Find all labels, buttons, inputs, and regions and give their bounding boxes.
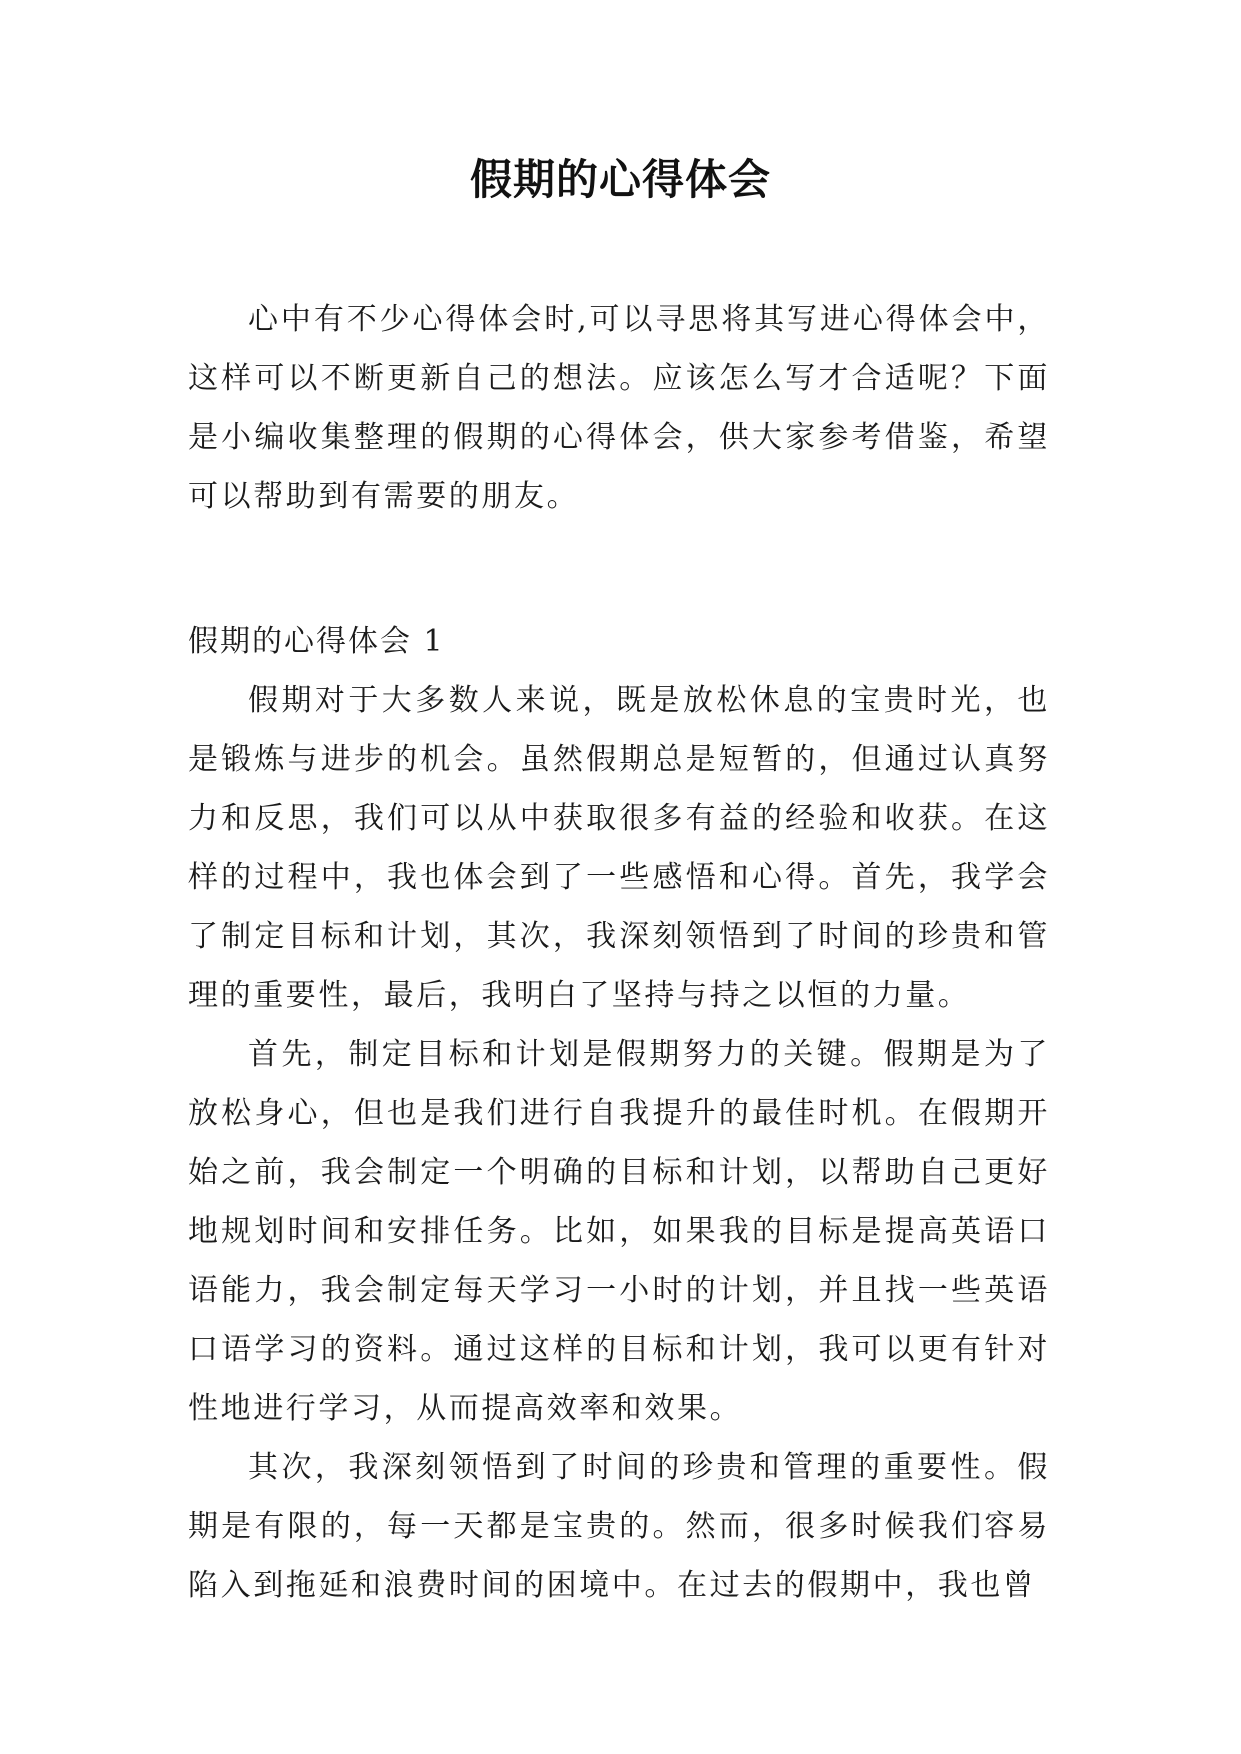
document-body (188, 290, 1050, 1615)
body-paragraph-3: 其次，我深刻领悟到了时间的珍贵和管理的重要性。假期是有限的，每一天都是宝贵的。然而，很多时候我们容易陷入到拖延和浪费时间的困境中。在过去的假期中，我也曾 (188, 1450, 1050, 1603)
document-title: 假期的心得体会 (469, 155, 771, 204)
section-spacer (188, 526, 1050, 612)
intro-paragraph: 心中有不少心得体会时,可以寻思将其写进心得体会中，这样可以不断更新自己的想法。应该怎么写才合适呢？下面是小编收集整理的假期的心得体会，供大家参考借鉴，希望可以帮助到有需要的朋友。 (188, 302, 1050, 514)
body-paragraph-1: 假期对于大多数人来说，既是放松休息的宝贵时光，也是锻炼与进步的机会。虽然假期总是短暂的，但通过认真努力和反思，我们可以从中获取很多有益的经验和收获。在这样的过程中，我也体会到了一些感悟和心得。首先，我学会了制定目标和计划，其次，我深刻领悟到了时间的珍贵和管理的重要性，最后，我明白了坚持与持之以恒的力量。 (188, 683, 1050, 1013)
body-paragraph-2: 首先，制定目标和计划是假期努力的关键。假期是为了放松身心，但也是我们进行自我提升的最佳时机。在假期开始之前，我会制定一个明确的目标和计划，以帮助自己更好地规划时间和安排任务。比如，如果我的目标是提高英语口语能力，我会制定每天学习一小时的计划，并且找一些英语口语学习的资料。通过这样的目标和计划，我可以更有针对性地进行学习，从而提高效率和效果。 (188, 1037, 1050, 1426)
section-heading: 假期的心得体会 1 (188, 624, 445, 659)
